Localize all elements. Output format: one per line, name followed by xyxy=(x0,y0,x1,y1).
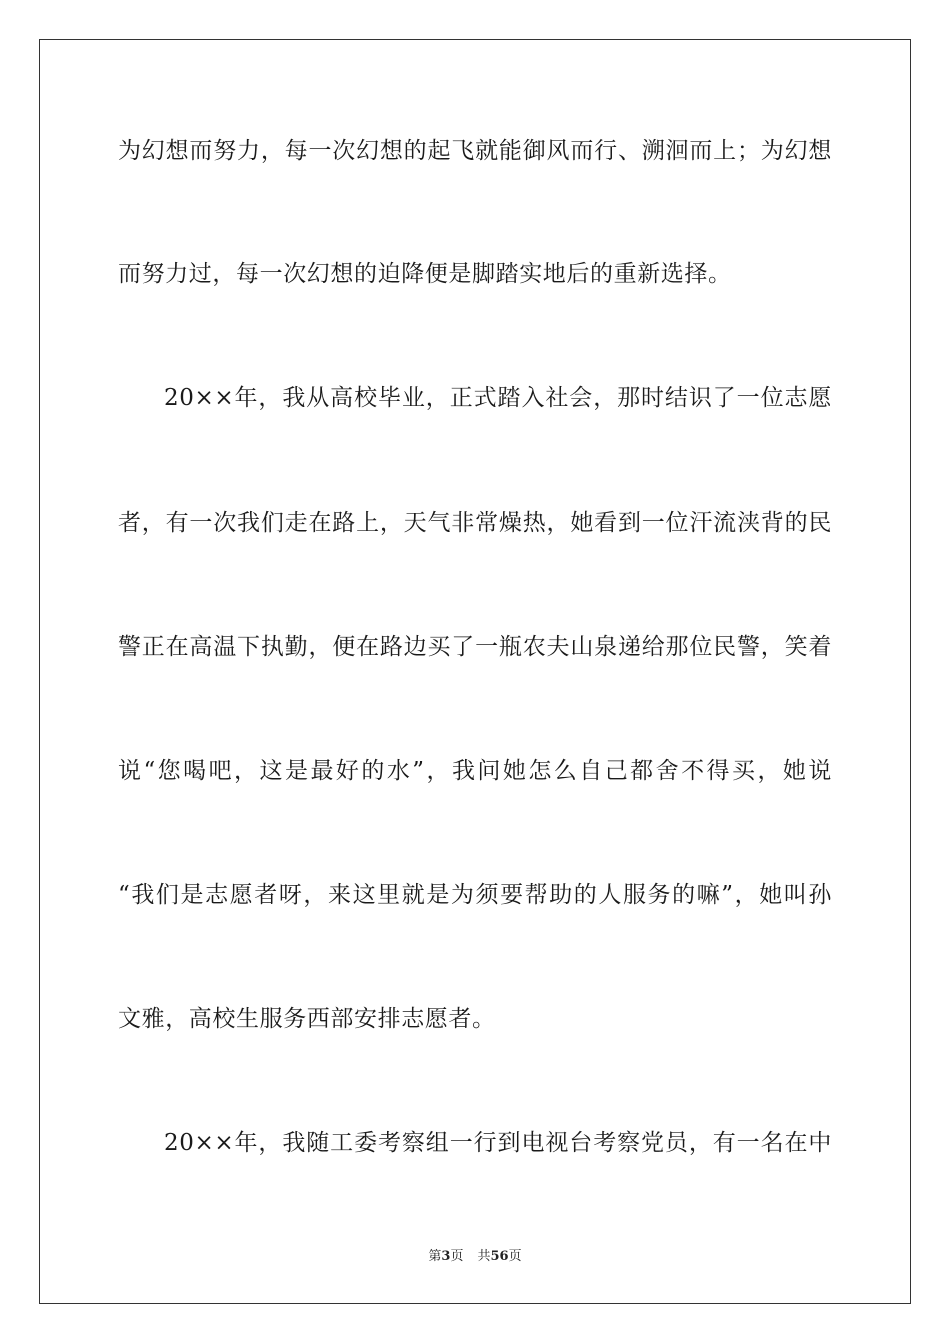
text-line-7: “我们是志愿者呀，来这里就是为须要帮助的人服务的嘛”，她叫孙 xyxy=(118,882,832,908)
page-footer xyxy=(0,1248,950,1266)
text-line-5: 警正在高温下执勤，便在路边买了一瓶农夫山泉递给那位民警，笑着 xyxy=(118,634,832,660)
page-border xyxy=(39,39,911,1304)
text-line-9: 20××年，我随工委考察组一行到电视台考察党员，有一名在中 xyxy=(164,1130,832,1156)
page-number: 3 xyxy=(441,1249,451,1264)
page-suffix: 页 xyxy=(450,1249,464,1264)
text-line-2: 而努力过，每一次幻想的迫降便是脚踏实地后的重新选择。 xyxy=(118,261,732,287)
text-line-8: 文雅，高校生服务西部安排志愿者。 xyxy=(118,1006,496,1032)
total-prefix: 共 xyxy=(477,1249,491,1264)
total-suffix: 页 xyxy=(508,1249,522,1264)
text-line-4: 者，有一次我们走在路上，天气非常燥热，她看到一位汗流浃背的民 xyxy=(118,510,832,536)
page-prefix: 第 xyxy=(428,1249,442,1264)
text-line-1: 为幻想而努力，每一次幻想的起飞就能御风而行、溯洄而上；为幻想 xyxy=(118,138,832,164)
text-line-3: 20××年，我从高校毕业，正式踏入社会，那时结识了一位志愿 xyxy=(164,385,832,411)
text-line-6: 说“您喝吧，这是最好的水”，我问她怎么自己都舍不得买，她说 xyxy=(118,758,832,784)
total-pages: 56 xyxy=(490,1249,509,1264)
